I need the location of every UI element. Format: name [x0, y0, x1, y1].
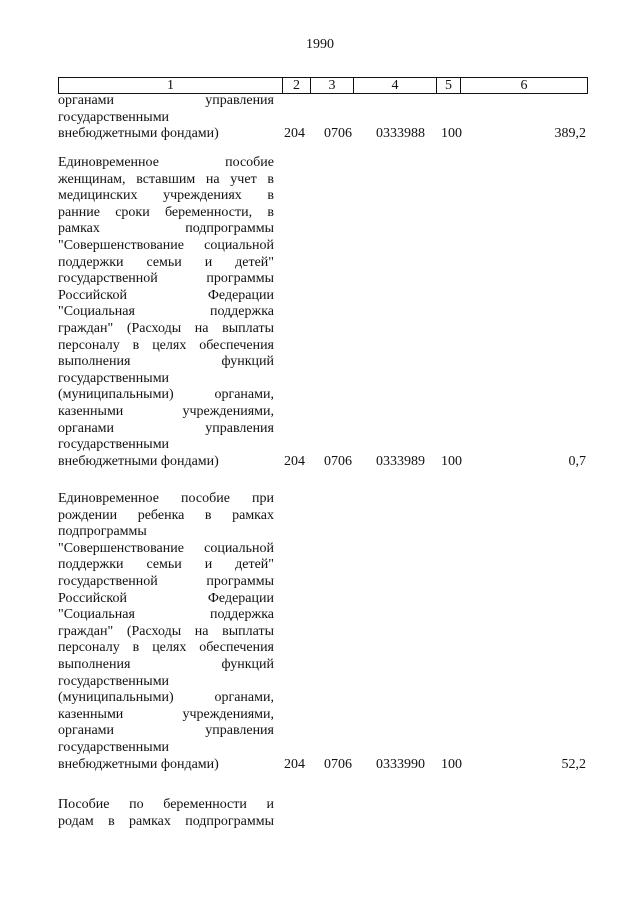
desc-line: поддержки семьи и детей" [58, 557, 274, 573]
desc-line: государственными [58, 370, 170, 386]
desc-line: государственной программы [58, 271, 274, 287]
row-description [58, 93, 274, 143]
desc-line: органами управления [58, 420, 274, 436]
col-6-value: 389,2 [554, 126, 586, 142]
table-row [58, 155, 586, 470]
col-2-value: 204 [284, 453, 305, 469]
desc-line: государственными [58, 109, 170, 125]
desc-line: государственными [58, 739, 170, 755]
table-row [58, 93, 586, 143]
desc-line: государственными [58, 673, 170, 689]
row-description [58, 491, 274, 773]
desc-line: Российской Федерации [58, 590, 274, 606]
desc-line: персоналу в целях обеспечения [58, 640, 274, 656]
desc-line: государственной программы [58, 573, 274, 589]
page-number: 1990 [306, 37, 334, 52]
desc-line: "Совершенствование социальной [58, 540, 274, 556]
desc-line: внебюджетными фондами) [58, 453, 219, 469]
col-5-value: 100 [441, 453, 462, 469]
col-3-value: 0706 [324, 756, 352, 772]
desc-line: родам в рамках подпрограммы [58, 813, 274, 829]
desc-line: персоналу в целях обеспечения [58, 337, 274, 353]
table-row [58, 797, 586, 830]
col-4-value: 0333988 [376, 126, 425, 142]
col-6-value: 52,2 [561, 756, 586, 772]
row-description [58, 797, 274, 830]
table-header [58, 77, 588, 94]
row-description [58, 155, 274, 470]
desc-line: рождении ребенка в рамках [58, 507, 274, 523]
header-col-3: 3 [311, 78, 354, 93]
header-col-5: 5 [437, 78, 461, 93]
desc-line: (муниципальными) органами, [58, 387, 274, 403]
desc-line: "Социальная поддержка [58, 304, 274, 320]
desc-line: рамках подпрограммы [58, 221, 274, 237]
desc-line: Пособие по беременности и [58, 797, 274, 812]
desc-line: подпрограммы [58, 524, 147, 540]
col-4-value: 0333990 [376, 756, 425, 772]
desc-line: внебюджетными фондами) [58, 756, 219, 772]
header-col-6: 6 [520, 78, 528, 93]
desc-line: женщинам, вставшим на учет в [58, 171, 274, 187]
desc-line: выполнения функций [58, 656, 274, 672]
desc-line: ранние сроки беременности, в [58, 204, 274, 220]
desc-line: казенными учреждениями, [58, 706, 274, 722]
desc-line: внебюджетными фондами) [58, 126, 219, 142]
desc-line: органами управления [58, 93, 274, 108]
col-5-value: 100 [441, 126, 462, 142]
col-4-value: 0333989 [376, 453, 425, 469]
desc-line: казенными учреждениями, [58, 403, 274, 419]
col-6-value: 0,7 [568, 453, 586, 469]
desc-line: "Совершенствование социальной [58, 237, 274, 253]
desc-line: Единовременное пособие при [58, 491, 274, 506]
table-row [58, 491, 586, 773]
desc-line: государственными [58, 437, 170, 453]
col-2-value: 204 [284, 126, 305, 142]
desc-line: выполнения функций [58, 354, 274, 370]
col-3-value: 0706 [324, 126, 352, 142]
desc-line: (муниципальными) органами, [58, 690, 274, 706]
desc-line: граждан" (Расходы на выплаты [58, 320, 274, 336]
desc-line: Единовременное пособие [58, 155, 274, 170]
col-2-value: 204 [284, 756, 305, 772]
desc-line: медицинских учреждениях в [58, 188, 274, 204]
desc-line: поддержки семьи и детей" [58, 254, 274, 270]
desc-line: Российской Федерации [58, 287, 274, 303]
desc-line: граждан" (Расходы на выплаты [58, 623, 274, 639]
header-col-4: 4 [354, 78, 437, 93]
desc-line: "Социальная поддержка [58, 607, 274, 623]
header-col-1: 1 [59, 78, 283, 93]
col-3-value: 0706 [324, 453, 352, 469]
col-5-value: 100 [441, 756, 462, 772]
header-col-2: 2 [283, 78, 311, 93]
desc-line: органами управления [58, 723, 274, 739]
